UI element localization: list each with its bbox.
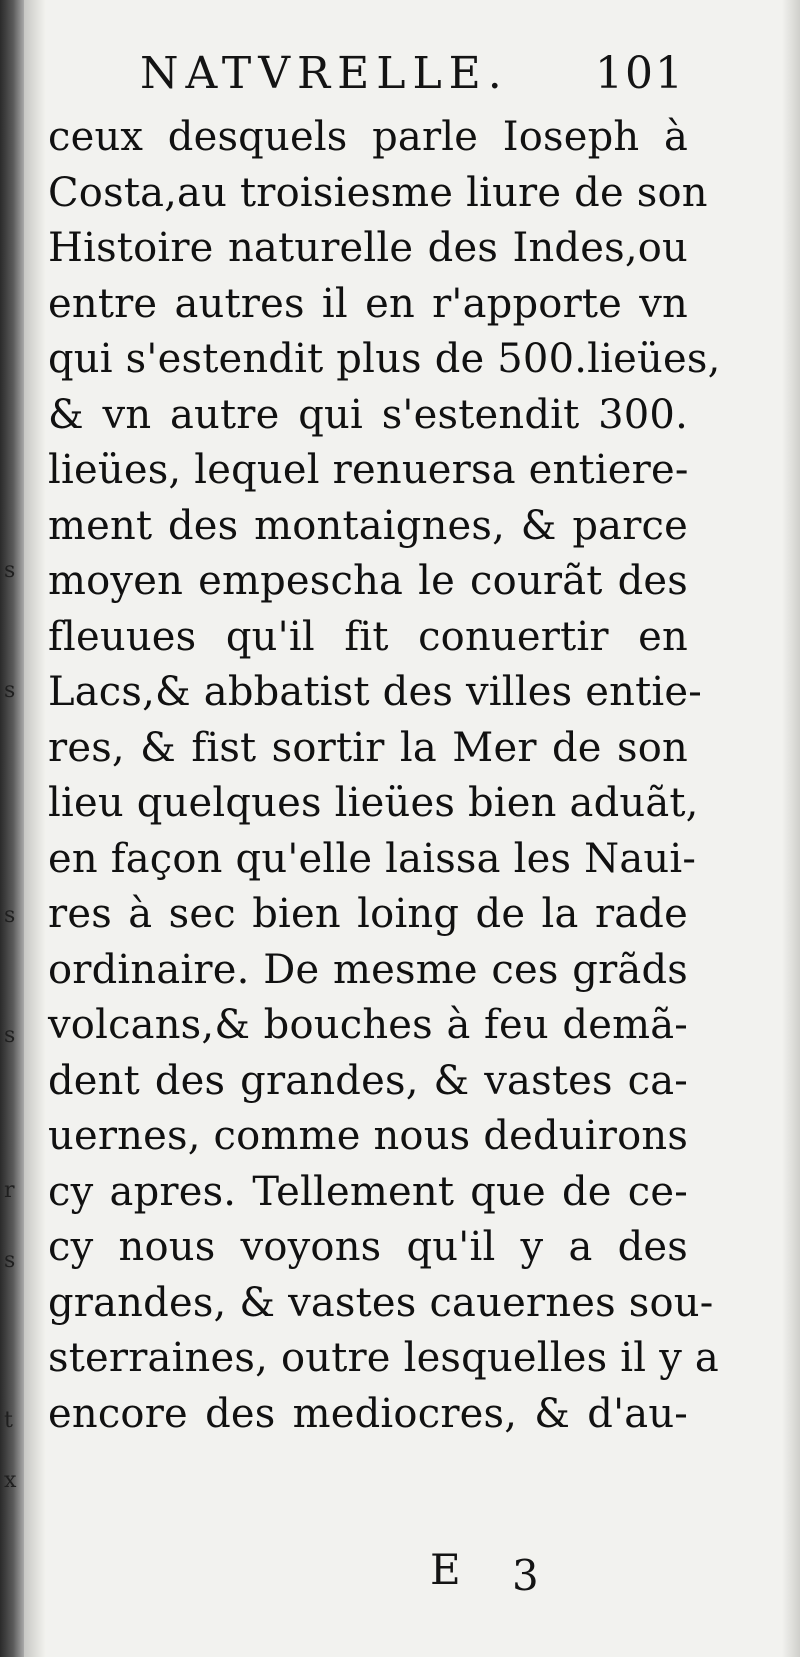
text-line: ceux desquels parle Ioseph à: [48, 114, 688, 160]
text-line: ment des montaignes, & parce: [48, 502, 688, 549]
margin-bleed-glyph: s: [4, 558, 16, 583]
text-line: volcans,& bouches à feu demã-: [48, 1002, 688, 1048]
text-line: qui s'estendit plus de 500.lieües,: [48, 336, 721, 382]
text-line: Lacs,& abbatist des villes entie-: [48, 669, 702, 715]
signature-number: 3: [512, 1551, 539, 1600]
signature-letter: E: [430, 1545, 461, 1594]
page-header: [140, 48, 685, 108]
margin-bleed-glyph: s: [4, 1023, 16, 1048]
signature-mark: [430, 1545, 580, 1605]
text-line: encore des mediocres, & d'au-: [48, 1390, 688, 1437]
text-line: dent des grandes, & vastes ca-: [48, 1057, 688, 1104]
text-line: entre autres il en r'apporte vn: [48, 280, 688, 327]
text-line: en façon qu'elle laissa les Naui-: [48, 835, 697, 882]
margin-bleed-glyph: r: [4, 1178, 15, 1203]
text-line: lieües, lequel renuersa entiere-: [48, 447, 689, 493]
text-line: res, & fist sortir la Mer de son: [48, 724, 688, 771]
page-edge: [782, 0, 800, 1657]
text-line: & vn autre qui s'estendit 300.: [48, 391, 688, 438]
text-line: Histoire naturelle des Indes,ou: [48, 225, 688, 271]
text-line: lieu quelques lieües bien aduãt,: [48, 780, 699, 826]
margin-bleed-glyph: s: [4, 1248, 16, 1273]
margin-bleed-glyph: x: [4, 1468, 17, 1493]
text-line: cy nous voyons qu'il y a des: [48, 1224, 688, 1270]
page-number: 101: [595, 48, 685, 99]
running-title: NATVRELLE.: [140, 48, 509, 99]
text-line: cy apres. Tellement que de ce-: [48, 1168, 688, 1215]
text-line: grandes, & vastes cauernes sou-: [48, 1279, 714, 1326]
text-line: sterraines, outre lesquelles il y a: [48, 1335, 719, 1381]
margin-bleed-glyph: t: [4, 1408, 13, 1433]
text-line: Costa,au troisiesme liure de son: [48, 169, 708, 216]
text-line: fleuues qu'il fit conuertir en: [48, 613, 688, 660]
gutter-shadow: [24, 0, 46, 1657]
margin-bleed-glyph: s: [4, 903, 16, 928]
text-line: moyen empescha le courãt des: [48, 558, 688, 604]
body-text: [48, 110, 721, 1442]
text-line: res à sec bien loing de la rade: [48, 891, 688, 937]
margin-bleed-glyph: s: [4, 678, 16, 703]
text-line: uernes, comme nous deduirons: [48, 1113, 689, 1159]
text-line: ordinaire. De mesme ces grãds: [48, 946, 688, 993]
